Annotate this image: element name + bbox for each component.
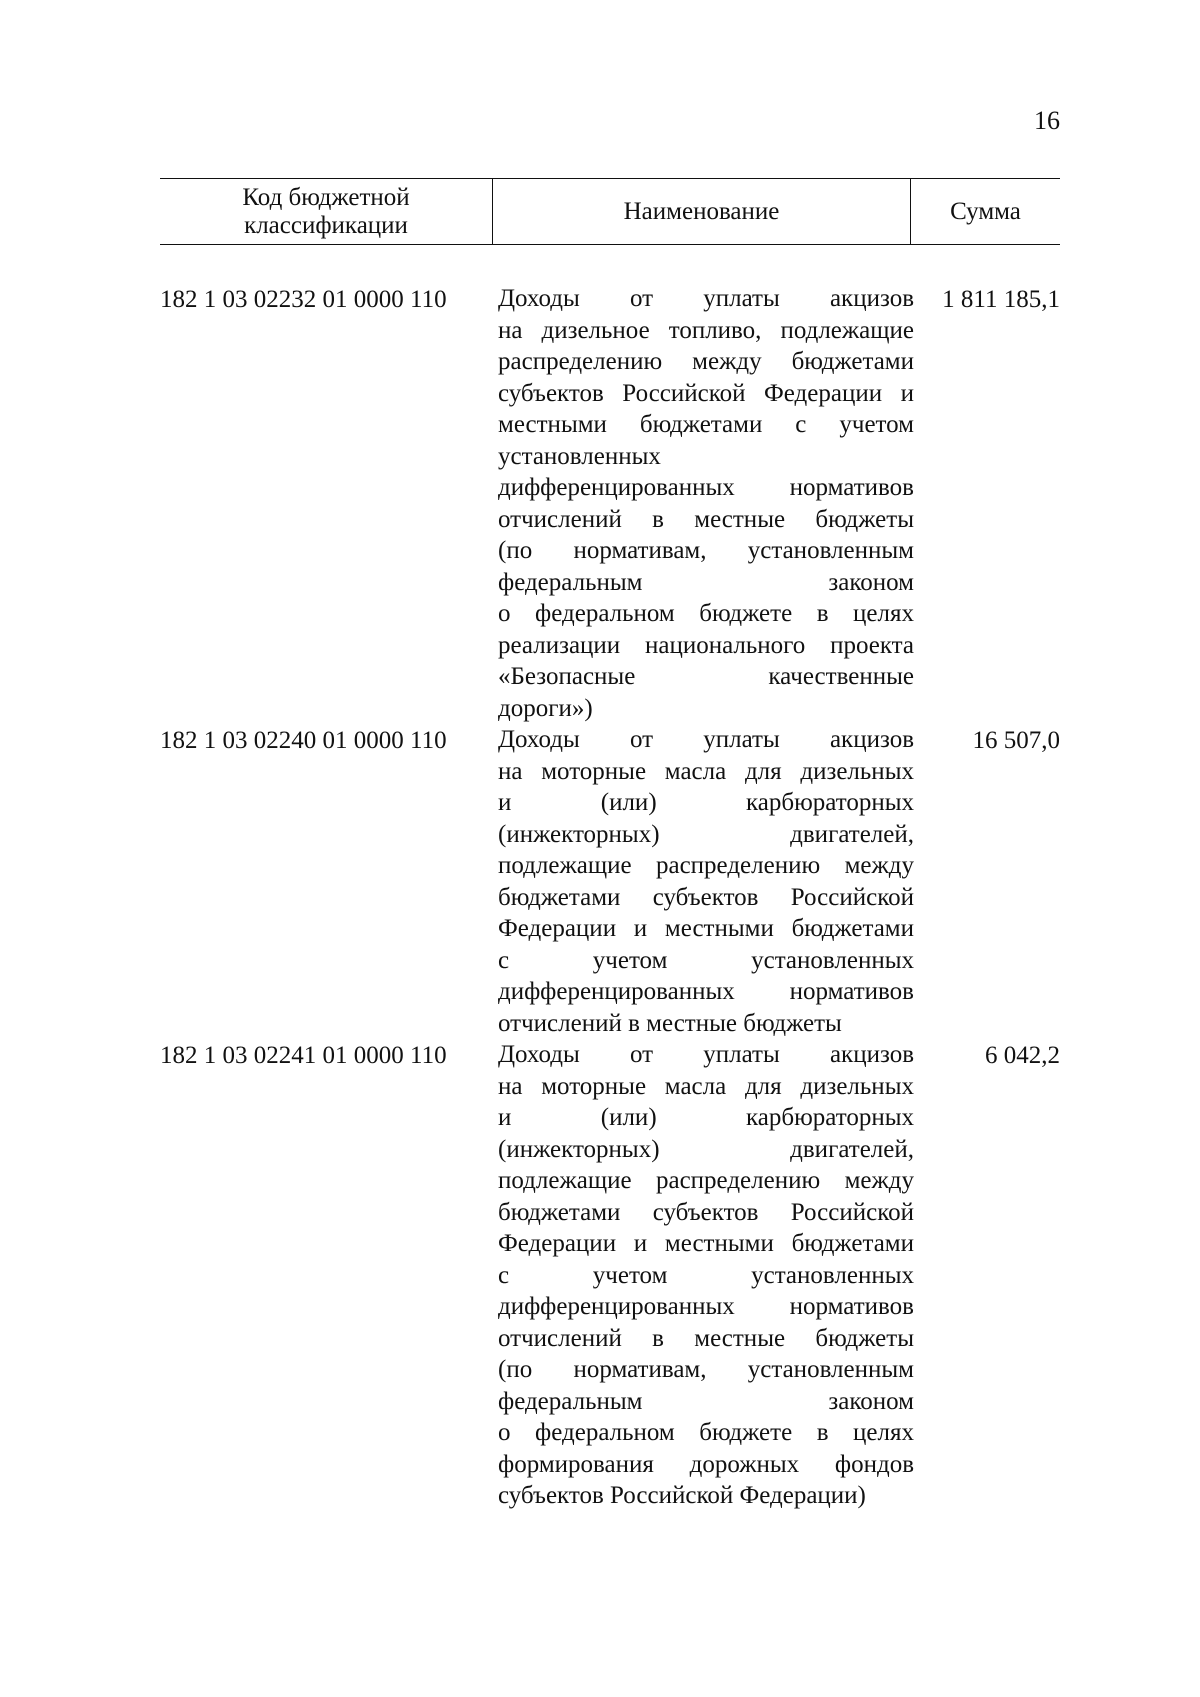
header-code-cell bbox=[160, 179, 493, 244]
description-line: установленных bbox=[498, 442, 661, 470]
table-row bbox=[160, 283, 1060, 724]
budget-code: 182 1 03 02240 01 0000 110 bbox=[160, 727, 447, 754]
description-line: на моторные масла для дизельных bbox=[498, 1072, 914, 1100]
description-line: федеральным законом bbox=[498, 568, 914, 596]
description-line: о федеральном бюджете в целях bbox=[498, 600, 914, 627]
description-line: Доходы от уплаты акцизов bbox=[498, 726, 914, 753]
income-description bbox=[498, 724, 914, 1039]
header-code-line1: Код бюджетной bbox=[242, 183, 410, 211]
amount: 6 042,2 bbox=[985, 1042, 1060, 1069]
description-line: субъектов Российской Федерации и bbox=[498, 379, 914, 407]
table-row bbox=[160, 724, 1060, 1039]
description-line: отчислений в местные бюджеты bbox=[498, 1324, 914, 1352]
description-line: «Безопасные качественные bbox=[498, 663, 914, 690]
description-line: Доходы от уплаты акцизов bbox=[498, 1041, 914, 1068]
table-body bbox=[160, 283, 1060, 1512]
description-line: и (или) карбюраторных bbox=[498, 789, 914, 816]
budget-code: 182 1 03 02232 01 0000 110 bbox=[160, 286, 447, 313]
header-sum-cell: Сумма bbox=[950, 197, 1021, 225]
description-line: отчислений в местные бюджеты bbox=[498, 505, 914, 533]
description-line: дифференцированных нормативов bbox=[498, 1293, 914, 1320]
description-line: распределению между бюджетами bbox=[498, 348, 914, 375]
table-header bbox=[160, 178, 1060, 245]
description-line: с учетом установленных bbox=[498, 1261, 914, 1289]
description-line: и (или) карбюраторных bbox=[498, 1104, 914, 1131]
description-line: формирования дорожных фондов bbox=[498, 1450, 914, 1478]
budget-table bbox=[160, 178, 1060, 1512]
description-line: (инжекторных) двигателей, bbox=[498, 820, 914, 848]
table-row bbox=[160, 1039, 1060, 1512]
description-line: на дизельное топливо, подлежащие bbox=[498, 316, 914, 344]
description-line: о федеральном бюджете в целях bbox=[498, 1419, 914, 1446]
description-line: на моторные масла для дизельных bbox=[498, 757, 914, 785]
header-name-cell: Наименование bbox=[493, 179, 911, 244]
description-line: подлежащие распределению между bbox=[498, 1167, 914, 1194]
description-line: (по нормативам, установленным bbox=[498, 537, 914, 564]
description-line: подлежащие распределению между bbox=[498, 852, 914, 879]
description-line: реализации национального проекта bbox=[498, 631, 914, 659]
description-line: дифференцированных нормативов bbox=[498, 978, 914, 1005]
description-line: Доходы от уплаты акцизов bbox=[498, 285, 914, 312]
description-line: субъектов Российской Федерации) bbox=[498, 1482, 866, 1509]
description-line: отчислений в местные бюджеты bbox=[498, 1009, 842, 1037]
description-line: федеральным законом bbox=[498, 1387, 914, 1415]
description-line: Федерации и местными бюджетами bbox=[498, 915, 914, 942]
description-line: бюджетами субъектов Российской bbox=[498, 883, 914, 911]
budget-code: 182 1 03 02241 01 0000 110 bbox=[160, 1042, 447, 1069]
income-description bbox=[498, 283, 914, 724]
description-line: Федерации и местными бюджетами bbox=[498, 1230, 914, 1257]
description-line: бюджетами субъектов Российской bbox=[498, 1198, 914, 1226]
income-description bbox=[498, 1039, 914, 1512]
description-line: дифференцированных нормативов bbox=[498, 474, 914, 501]
amount: 1 811 185,1 bbox=[942, 286, 1060, 313]
description-line: (по нормативам, установленным bbox=[498, 1356, 914, 1383]
description-line: (инжекторных) двигателей, bbox=[498, 1135, 914, 1163]
page-number: 16 bbox=[1034, 106, 1060, 135]
description-line: дороги») bbox=[498, 694, 593, 722]
description-line: с учетом установленных bbox=[498, 946, 914, 974]
header-code-line2: классификации bbox=[244, 211, 408, 239]
amount: 16 507,0 bbox=[972, 727, 1060, 754]
description-line: местными бюджетами с учетом bbox=[498, 411, 914, 438]
